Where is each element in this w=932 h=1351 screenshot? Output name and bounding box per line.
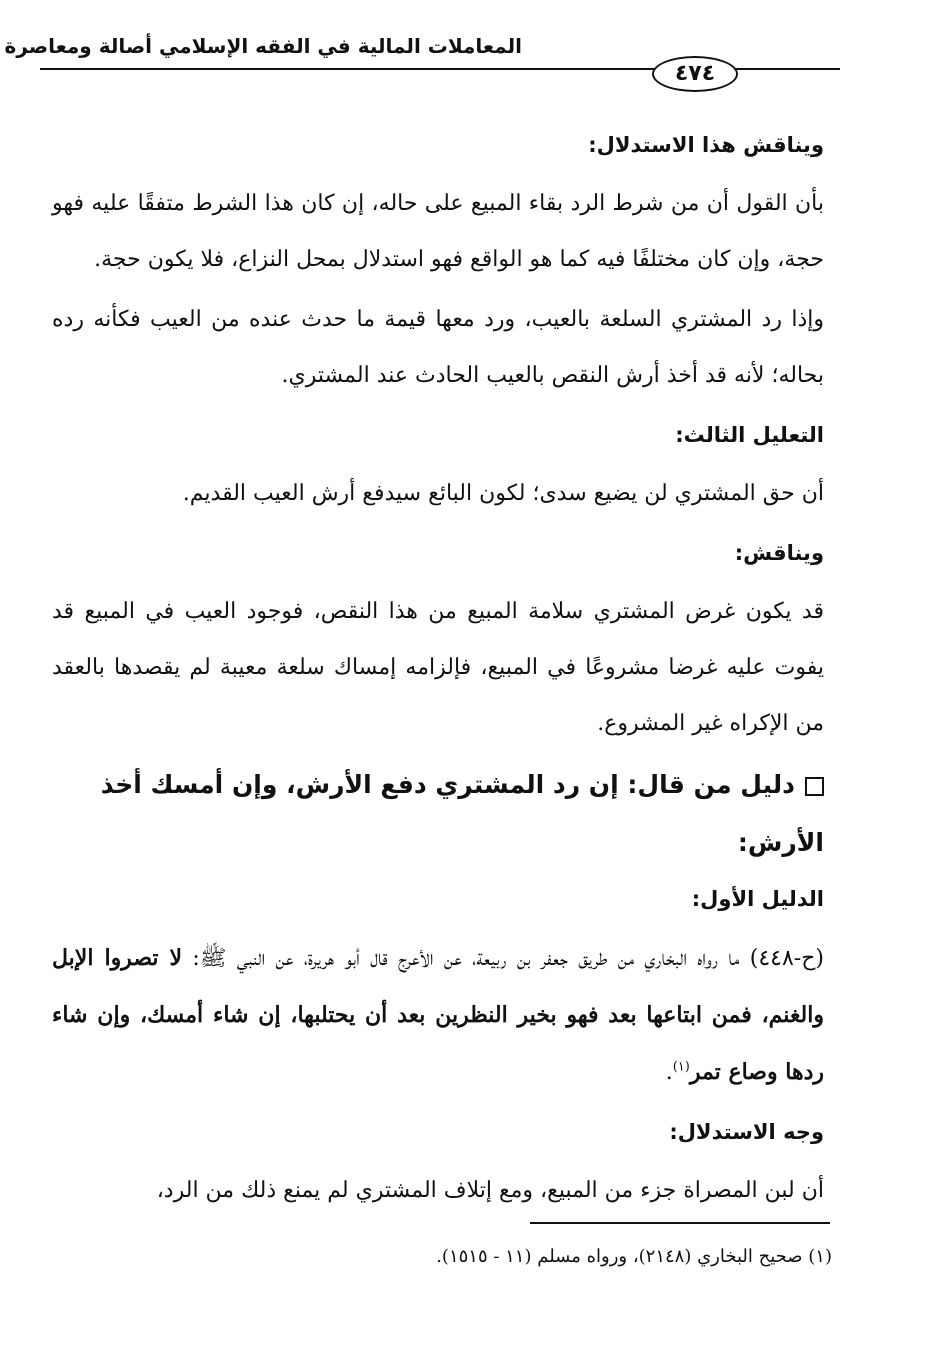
page-body bbox=[52, 118, 824, 1223]
section-heading-text: دليل من قال: إن رد المشتري دفع الأرش، وإن أمسك أخذ الأرش: bbox=[100, 770, 824, 857]
hadith-paragraph bbox=[52, 930, 824, 1101]
heading-inference: وجه الاستدلال: bbox=[669, 1120, 824, 1144]
heading-first-evidence: الدليل الأول: bbox=[691, 887, 824, 911]
hadith-end: . bbox=[665, 1060, 673, 1085]
paragraph: وإذا رد المشتري السلعة بالعيب، ورد معها قيمة ما حدث عنده من العيب فكأنه رده بحاله؛ لأنه قد أخذ أرش النقص بالعيب الحادث عند المشتري. bbox=[52, 307, 824, 388]
running-title: المعاملات المالية في الفقه الإسلامي أصالة ومعاصرة bbox=[4, 34, 522, 58]
hadith-text: لا تصروا الإبل والغنم، فمن ابتاعها بعد فهو بخير النظرين بعد أن يحتلبها، إن شاء أمسك، وإن شاء ردها وصاع تمر bbox=[52, 945, 824, 1085]
square-bullet-icon bbox=[805, 777, 824, 796]
paragraph: بأن القول أن من شرط الرد بقاء المبيع على حاله، إن كان هذا الشرط متفقًا عليه فهو حجة، وإن كان مختلفًا فيه كما هو الواقع فهو استدلال بمحل النزاع، فلا يكون حجة. bbox=[52, 191, 824, 272]
paragraph: أن لبن المصراة جزء من المبيع، ومع إتلاف المشتري لم يمنع ذلك من الرد، bbox=[156, 1178, 824, 1203]
heading-discussion-short: ويناقش: bbox=[734, 541, 824, 565]
section-heading bbox=[52, 756, 824, 872]
hadith-intro: (ح-٤٤٨) ما رواه البخاري من طريق جعفر بن ربيعة، عن الأعرج قال أبو هريرة، عن النبي ﷺ: bbox=[182, 946, 824, 971]
paragraph: أن حق المشتري لن يضيع سدى؛ لكون البائع سيدفع أرش العيب القديم. bbox=[182, 481, 824, 506]
footnote-rule bbox=[530, 1222, 830, 1224]
footnote-ref: (١) bbox=[672, 1059, 690, 1075]
page-header bbox=[4, 28, 840, 98]
footnote: (١) صحيح البخاري (٢١٤٨)، ورواه مسلم (١١ - ١٥١٥). bbox=[436, 1246, 832, 1267]
paragraph: قد يكون غرض المشتري سلامة المبيع من هذا النقص، فوجود العيب في المبيع قد يفوت عليه غرضا مشروعًا في المبيع، فإلزامه إمساك سلعة معيبة لم يقصدها بالعقد من الإكراه غير المشروع. bbox=[52, 599, 824, 736]
heading-third-reason: التعليل الثالث: bbox=[675, 423, 824, 447]
heading-discussion: ويناقش هذا الاستدلال: bbox=[588, 133, 824, 157]
page-number: ٤٧٤ bbox=[652, 56, 738, 92]
